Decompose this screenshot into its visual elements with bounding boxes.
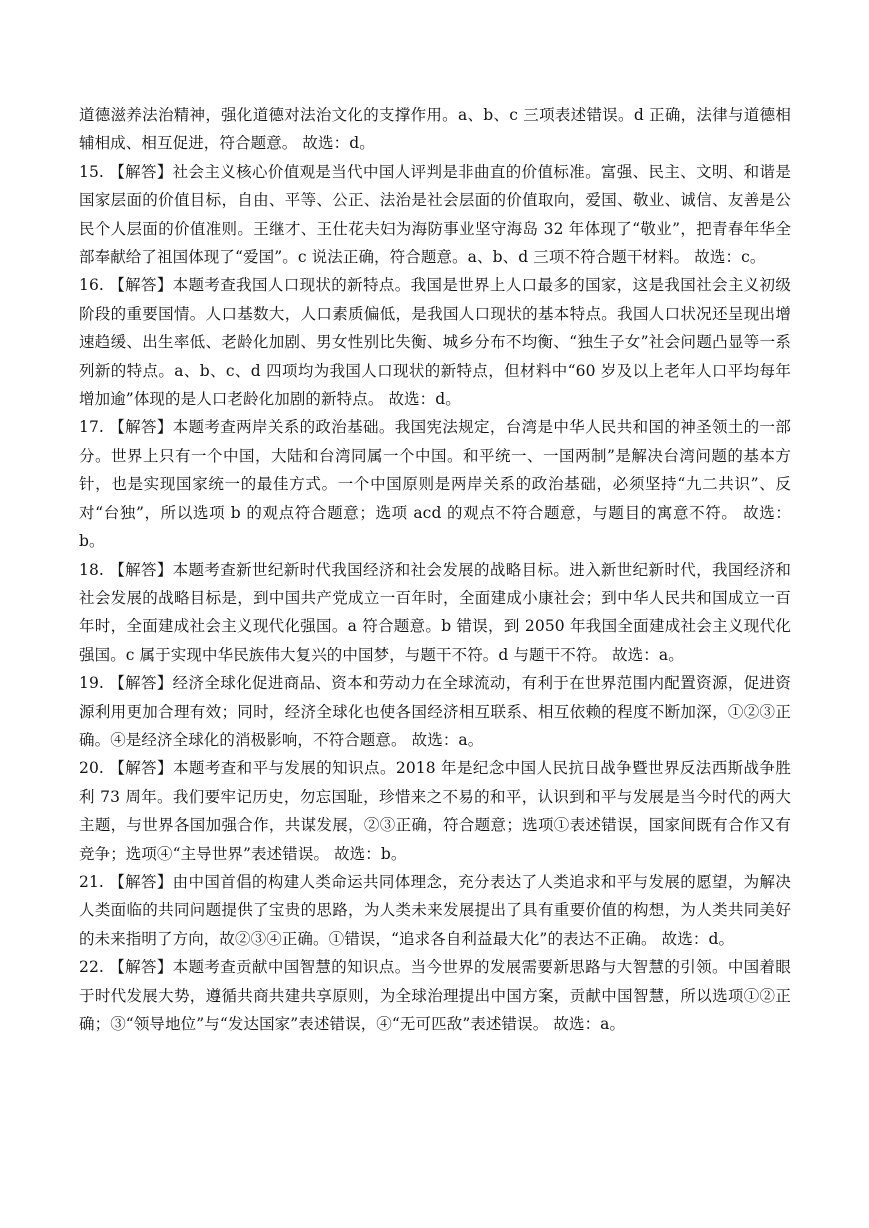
answer-explanations — [79, 101, 791, 1038]
answer-15: 15. 【解答】社会主义核心价值观是当代中国人评判是非曲直的价值标准。富强、民主、文明、和谐是国家层面的价值目标，自由、平等、公正、法治是社会层面的价值取向，爱国、敬业、诚信、友善是公民个人层面的价值准则。王继才、王仕花夫妇为海防事业坚守海岛 32 年体现了“敬业”，把青春年华全部奉献给了祖国体现了“爱国”。c 说法正确，符合题意。a、b、d 三项不符合题干材料。 故选：c。 — [79, 162, 791, 267]
answer-17: 17. 【解答】本题考查两岸关系的政治基础。我国宪法规定，台湾是中华人民共和国的神圣领土的一部分。世界上只有一个中国，大陆和台湾同属一个中国。和平统一、一国两制”是解决台湾问题的基本方针，也是实现国家统一的最佳方式。一个中国原则是两岸关系的政治基础，必须坚持“九二共识”、反对“台独”，所以选项 b 的观点符合题意；选项 acd 的观点不符合题意，与题目的寓意不符。 故选：b。 — [79, 418, 791, 551]
answer-19: 19. 【解答】经济全球化促进商品、资本和劳动力在全球流动，有利于在世界范围内配置资源，促进资源利用更加合理有效；同时，经济全球化也使各国经济相互联系、相互依赖的程度不断加深，①②③正确。④是经济全球化的消极影响，不符合题意。 故选：a。 — [79, 674, 791, 749]
answer-16: 16. 【解答】本题考查我国人口现状的新特点。我国是世界上人口最多的国家，这是我国社会主义初级阶段的重要国情。人口基数大，人口素质偏低，是我国人口现状的基本特点。我国人口状况还呈现出增速趋缓、出生率低、老龄化加剧、男女性别比失衡、城乡分布不均衡、“独生子女”社会问题凸显等一系列新的特点。a、b、c、d 四项均为我国人口现状的新特点，但材料中“60 岁及以上老年人口平均每年增加逾”体现的是人口老龄化加剧的新特点。 故选：d。 — [79, 276, 791, 409]
answer-18: 18. 【解答】本题考查新世纪新时代我国经济和社会发展的战略目标。进入新世纪新时代，我国经济和社会发展的战略目标是，到中国共产党成立一百年时，全面建成小康社会；到中华人民共和国成立一百年时，全面建成社会主义现代化强国。a 符合题意。b 错误，到 2050 年我国全面建成社会主义现代化强国。c 属于实现中华民族伟大复兴的中国梦，与题干不符。d 与题干不符。 故选：a。 — [79, 560, 791, 664]
answer-22: 22. 【解答】本题考查贡献中国智慧的知识点。当今世界的发展需要新思路与大智慧的引领。中国着眼于时代发展大势，遵循共商共建共享原则，为全球治理提出中国方案，贡献中国智慧，所以选项①②正确；③“领导地位”与“发达国家”表述错误，④“无可匹敌”表述错误。 故选：a。 — [79, 958, 791, 1033]
paragraph-14-continued: 道德滋养法治精神，强化道德对法治文化的支撑作用。a、b、c 三项表述错误。d 正确，法律与道德相辅相成、相互促进，符合题意。 故选：d。 — [79, 106, 791, 153]
answer-20: 20. 【解答】本题考查和平与发展的知识点。2018 年是纪念中国人民抗日战争暨世界反法西斯战争胜利 73 周年。我们要牢记历史，勿忘国耻，珍惜来之不易的和平，认识到和平与发展是当今时代的两大主题，与世界各国加强合作，共谋发展，②③正确，符合题意；选项①表述错误，国家间既有合作又有竞争；选项④“主导世界”表述错误。 故选：b。 — [79, 759, 791, 863]
answer-21: 21. 【解答】由中国首倡的构建人类命运共同体理念，充分表达了人类追求和平与发展的愿望，为解决人类面临的共同问题提供了宝贵的思路，为人类未来发展提出了具有重要价值的构想，为人类共同美好的未来指明了方向，故②③④正确。①错误，“追求各自利益最大化”的表达不正确。 故选：d。 — [79, 872, 791, 948]
